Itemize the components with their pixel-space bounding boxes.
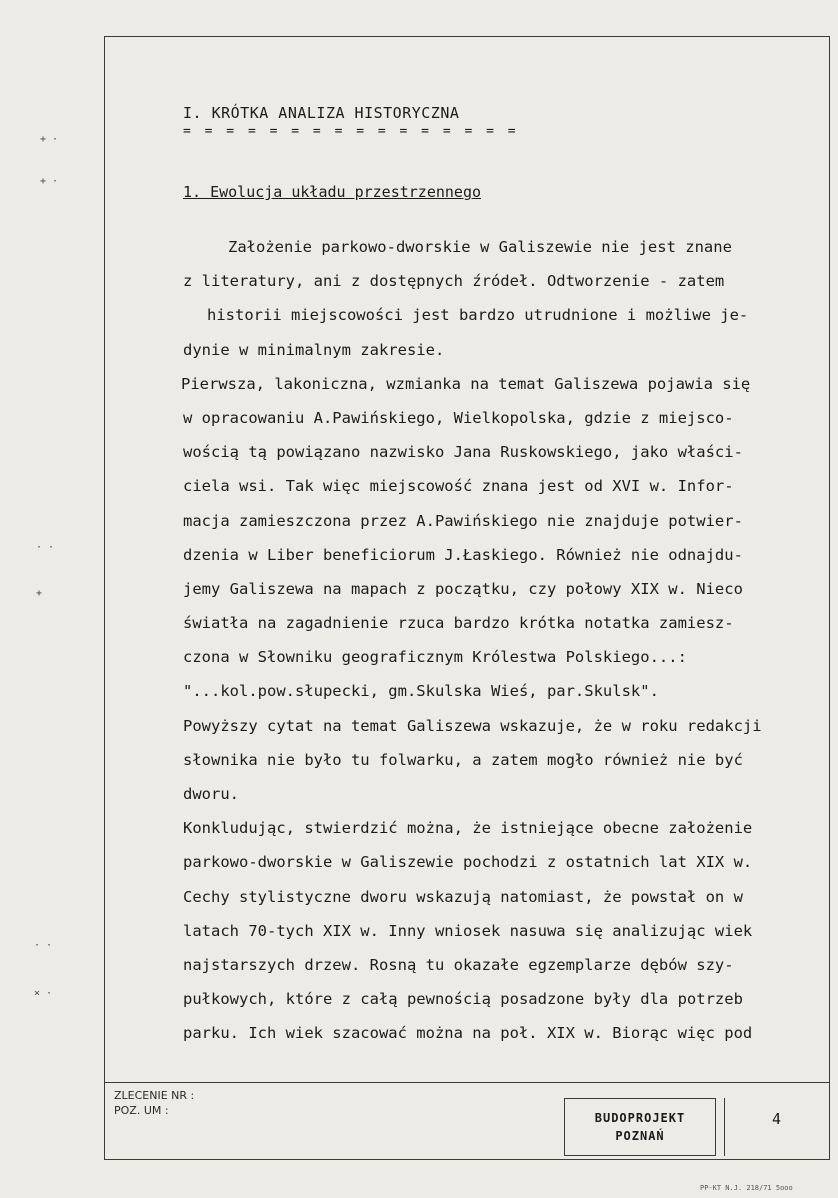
text-line: historii miejscowości jest bardzo utrudnione i możliwe je- (207, 306, 749, 325)
stamp-company-name: BUDOPROJEKT (594, 1111, 686, 1125)
text-line: w opracowaniu A.Pawińskiego, Wielkopolska, gdzie z miejsco- (183, 408, 734, 427)
text-line: ciela wsi. Tak więc miejscowość znana jest od XVI w. Infor- (183, 477, 734, 496)
footer-divider (104, 1082, 830, 1083)
print-code: PP-KT N.J. 218/71 5ooo (700, 1184, 793, 1192)
text-line: latach 70-tych XIX w. Inny wniosek nasuwa się analizując wiek (183, 921, 753, 940)
text-line: światła na zagadnienie rzuca bardzo krótka notatka zamiesz- (183, 614, 734, 633)
order-number-label: ZLECENIE NR : (114, 1089, 195, 1102)
text-line: "...kol.pow.słupecki, gm.Skulska Wieś, par.Skulsk". (183, 682, 659, 701)
text-line: czona w Słowniku geograficznym Królestwa Polskiego...: (183, 648, 687, 667)
position-label: POZ. UM : (114, 1104, 169, 1117)
heading-underline: = = = = = = = = = = = = = = = = (183, 124, 519, 139)
text-line: z literatury, ani z dostępnych źródeł. Odtworzenie - zatem (183, 272, 725, 291)
text-line: najstarszych drzew. Rosną tu okazałe egzemplarze dębów szy- (183, 955, 734, 974)
footer-labels (114, 1088, 194, 1118)
page-number: 4 (771, 1110, 782, 1128)
body-text (183, 230, 828, 1051)
document-header (183, 104, 828, 201)
stamp-city: POZNAŃ (615, 1129, 665, 1143)
text-line: dzenia w Liber beneficiorum J.Łaskiego. Również nie odnajdu- (183, 545, 743, 564)
text-line: pułkowych, które z całą pewnością posadzone były dla potrzeb (183, 990, 743, 1009)
text-line: wością tą powiązano nazwisko Jana Ruskowskiego, jako właści- (183, 443, 743, 462)
margin-mark: · · (36, 542, 55, 553)
text-line: słownika nie było tu folwarku, a zatem mogło również nie być (183, 750, 743, 769)
company-stamp (564, 1098, 716, 1156)
text-line: Powyższy cytat na temat Galiszewa wskazuje, że w roku redakcji (183, 716, 762, 735)
margin-mark: × · (34, 988, 53, 999)
text-line: jemy Galiszewa na mapach z początku, czy połowy XIX w. Nieco (183, 579, 743, 598)
chapter-heading: I. KRÓTKA ANALIZA HISTORYCZNA (183, 104, 460, 122)
section-title: 1. Ewolucja układu przestrzennego (183, 183, 482, 201)
text-line: dworu. (183, 785, 239, 803)
text-line: Konkludując, stwierdzić można, że istniejące obecne założenie (183, 819, 753, 838)
text-line: parku. Ich wiek szacować można na poł. XIX w. Biorąc więc pod (183, 1024, 753, 1043)
margin-mark: + · (40, 134, 59, 145)
text-line: Pierwsza, lakoniczna, wzmianka na temat Galiszewa pojawia się (181, 374, 751, 393)
text-line: Cechy stylistyczne dworu wskazują natomiast, że powstał on w (183, 887, 743, 906)
margin-mark: · · (34, 940, 53, 951)
text-line: macja zamieszczona przez A.Pawińskiego nie znajduje potwier- (183, 511, 743, 530)
text-line: dynie w minimalnym zakresie. (183, 340, 445, 359)
text-line: parkowo-dworskie w Galiszewie pochodzi z ostatnich lat XIX w. (183, 853, 753, 872)
margin-mark: + (36, 588, 43, 599)
margin-mark: + · (40, 176, 59, 187)
text-line: Założenie parkowo-dworskie w Galiszewie nie jest znane (228, 238, 732, 256)
page-number-box (724, 1098, 828, 1156)
